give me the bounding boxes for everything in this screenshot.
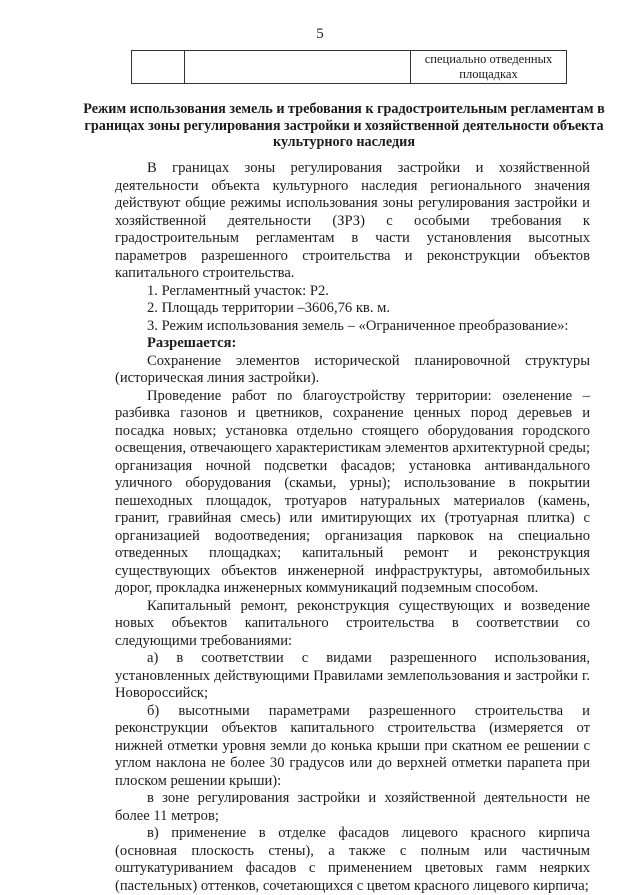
paragraph-preservation: Сохранение элементов исторической планировочной структуры (историческая линия застройки). (115, 352, 590, 386)
page-number: 5 (316, 26, 324, 42)
paragraph-item-b: б) высотными параметрами разрешенного строительства и реконструкции объектов капитального строительства (измеряется от нижней отметки уровня земли до конька крыши при скатном ее решении с углом наклона не более 30 градусов или до верхней отметки парапета при плоском решении крыши): (115, 702, 590, 789)
list-item-area: 1. Регламентный участок: Р2. (147, 282, 329, 299)
continuation-table (131, 50, 567, 84)
allowed-heading: Разрешается: (147, 335, 237, 351)
paragraph-intro: В границах зоны регулирования застройки и хозяйственной деятельности объекта культурного наследия регионального значения действуют общие режимы использования зоны регулирования застройки и хозяйственной деятельности (ЗРЗ) с особыми требования к градостроительным регламентам в части установления высотных параметров разрешенного строительства и реконструкции объектов капитального строительства. (115, 160, 590, 281)
table-cell-empty (132, 51, 185, 84)
paragraph-item-c: в) применение в отделке фасадов лицевого красного кирпича (основная плоскость стены), а также с полным или частичным оштукатуриванием фасадов с применением цветовых гамм неярких (пастельных) оттенков, сочетающихся с цветом красного лицевого кирпича; (115, 825, 590, 894)
document-body (115, 160, 590, 895)
table-cell-empty (185, 51, 411, 84)
list-item-size: 2. Площадь территории –3606,76 кв. м. (147, 300, 390, 316)
paragraph-height-limit: в зоне регулирования застройки и хозяйственной деятельности не более 11 метров; (115, 790, 590, 824)
table-cell-text: специально отведенных площадках (411, 51, 567, 84)
paragraph-landscaping: Проведение работ по благоустройству территории: озеленение – разбивка газонов и цветников, сохранение ценных пород деревьев и посадка новых; установка отдельно стоящего оборудования городского освещения, отвечающего характеристикам элементов архитектурной среды; организация ночной подсветки фасадов; установка антивандального уличного оборудования (скамьи, урны); использование в покрытии пешеходных площадок, тротуаров натуральных материалов (камень, гранит, гравийная смесь) или имитирующих их (тротуарная плитка) с организацией водоотведения; организация парковок на специально отведенных площадках; капитальный ремонт и реконструкция существующих объектов инженерной инфраструктуры, автомобильных дорог, прокладка инженерных коммуникаций подземным способом. (115, 387, 590, 596)
table-row (132, 51, 567, 84)
section-heading: Режим использования земель и требования к градостроительным регламентам в границах зоны регулирования застройки и хозяйственной деятельности объекта культурного наследия (83, 101, 605, 150)
paragraph-capital-repair: Капитальный ремонт, реконструкция существующих и возведение новых объектов капитального строительства в соответствии со следующими требованиями: (115, 597, 590, 649)
paragraph-item-a: а) в соответствии с видами разрешенного использования, установленных действующими Правилами землепользования и застройки г. Новороссийск; (115, 650, 590, 701)
list-item-mode: 3. Режим использования земель – «Ограниченное преобразование»: (147, 317, 569, 334)
